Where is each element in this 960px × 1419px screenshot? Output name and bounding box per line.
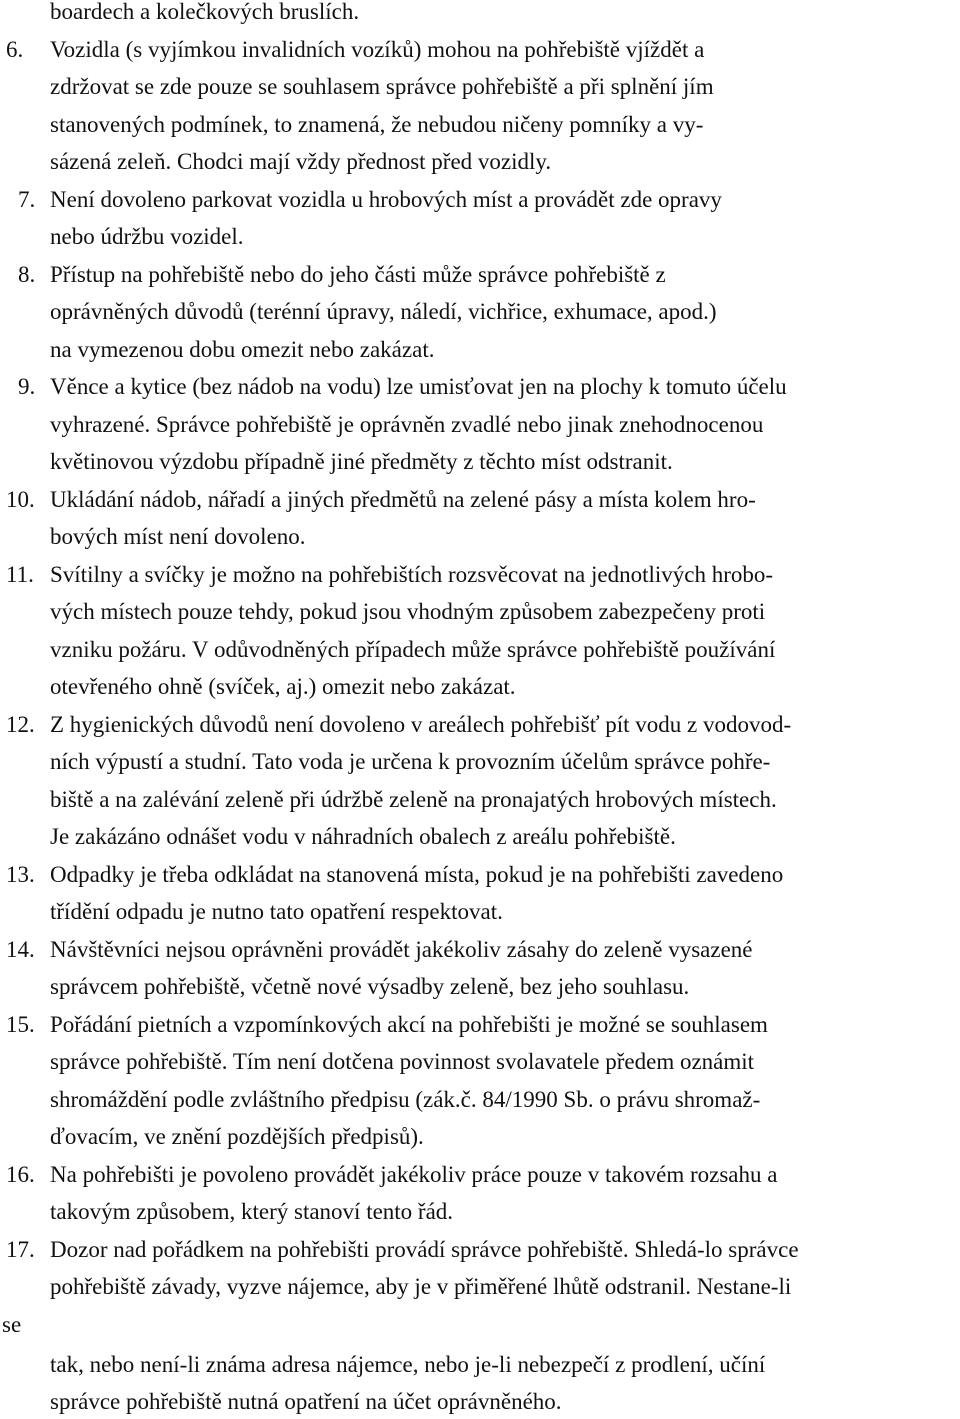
item-line: Je zakázáno odnášet vodu v náhradních obalech z areálu pohřebiště. (50, 824, 676, 849)
item-line: oprávněných důvodů (terénní úpravy, náledí, vichřice, exhumace, apod.) (50, 299, 717, 324)
item-line: stanovených podmínek, to znamená, že nebudou ničeny pomníky a vy- (50, 112, 704, 137)
item-number: 13. (6, 862, 35, 887)
item-line: sázená zeleň. Chodci mají vždy přednost před vozidly. (50, 149, 552, 174)
item-line: Na pohřebišti je povoleno provádět jakékoliv práce pouze v takovém rozsahu a (50, 1162, 778, 1187)
item-line: takovým způsobem, který stanoví tento řád. (50, 1199, 454, 1224)
item-number: 11. (6, 562, 34, 587)
item-line: Svítilny a svíčky je možno na pohřebištích rozsvěcovat na jednotlivých hrobo- (50, 562, 774, 587)
item-number: 17. (6, 1237, 35, 1262)
item-line: Z hygienických důvodů není dovoleno v areálech pohřebišť pít vodu z vodovod- (50, 712, 792, 737)
item-line: vých místech pouze tehdy, pokud jsou vhodným způsobem zabezpečeny proti (50, 599, 766, 624)
item-line: správce pohřebiště. Tím není dotčena povinnost svolavatele předem oznámit (50, 1049, 755, 1074)
item-line: Není dovoleno parkovat vozidla u hrobových míst a provádět zde opravy (50, 187, 722, 212)
item-line: vzniku požáru. V odůvodněných případech může správce pohřebiště používání (50, 637, 776, 662)
item-line: nebo údržbu vozidel. (50, 224, 244, 249)
item-line: Pořádání pietních a vzpomínkových akcí na pohřebišti je možné se souhlasem (50, 1012, 768, 1037)
item-number: 7. (18, 187, 36, 212)
item-line: Návštěvníci nejsou oprávněni provádět jakékoliv zásahy do zeleně vysazené (50, 937, 753, 962)
item-line: bových míst není dovoleno. (50, 524, 306, 549)
item-line: zdržovat se zde pouze se souhlasem správce pohřebiště a při splnění jím (50, 74, 714, 99)
item-line: květinovou výzdobu případně jiné předměty z těchto míst odstranit. (50, 449, 673, 474)
item-line: otevřeného ohně (svíček, aj.) omezit nebo zakázat. (50, 674, 516, 699)
item-line: ďovacím, ve znění pozdějších předpisů). (50, 1124, 424, 1149)
item-line: Přístup na pohřebiště nebo do jeho části může správce pohřebiště z (50, 262, 666, 287)
item-line: biště a na zalévání zeleně při údržbě zeleně na pronajatých hrobových místech. (50, 787, 777, 812)
item-number: 10. (6, 487, 35, 512)
lead-in-line: boardech a kolečkových bruslích. (50, 0, 360, 24)
item-line: Věnce a kytice (bez nádob na vodu) lze umisťovat jen na plochy k tomuto účelu (50, 374, 787, 399)
item-number: 14. (6, 937, 35, 962)
item-line: shromáždění podle zvláštního předpisu (zák.č. 84/1990 Sb. o právu shromaž- (50, 1087, 761, 1112)
item-line: správcem pohřebiště, včetně nové výsadby zeleně, bez jeho souhlasu. (50, 974, 690, 999)
item-line: správce pohřebiště nutná opatření na účet oprávněného. (50, 1389, 562, 1414)
stray-word: se (2, 1312, 22, 1337)
item-line: tak, nebo není-li známa adresa nájemce, nebo je-li nebezpečí z prodlení, učíní (50, 1352, 766, 1377)
item-line: na vymezenou dobu omezit nebo zakázat. (50, 337, 435, 362)
item-number: 12. (6, 712, 35, 737)
item-line: Ukládání nádob, nářadí a jiných předmětů na zelené pásy a místa kolem hro- (50, 487, 756, 512)
item-line: Vozidla (s vyjímkou invalidních vozíků) mohou na pohřebiště vjíždět a (50, 37, 705, 62)
item-number: 16. (6, 1162, 35, 1187)
item-line: Dozor nad pořádkem na pohřebišti provádí správce pohřebiště. Shledá-lo správce (50, 1237, 799, 1262)
item-line: pohřebiště závady, vyzve nájemce, aby je v přiměřené lhůtě odstranil. Nestane-li (50, 1274, 792, 1299)
item-number: 8. (18, 262, 36, 287)
item-number: 9. (18, 374, 36, 399)
item-line: ních výpustí a studní. Tato voda je určena k provozním účelům správce pohře- (50, 749, 771, 774)
item-number: 15. (6, 1012, 35, 1037)
item-number: 6. (6, 37, 24, 62)
item-line: Odpadky je třeba odkládat na stanovená místa, pokud je na pohřebišti zavedeno (50, 862, 784, 887)
item-line: vyhrazené. Správce pohřebiště je oprávněn zvadlé nebo jinak znehodnocenou (50, 412, 764, 437)
item-line: třídění odpadu je nutno tato opatření respektovat. (50, 899, 503, 924)
